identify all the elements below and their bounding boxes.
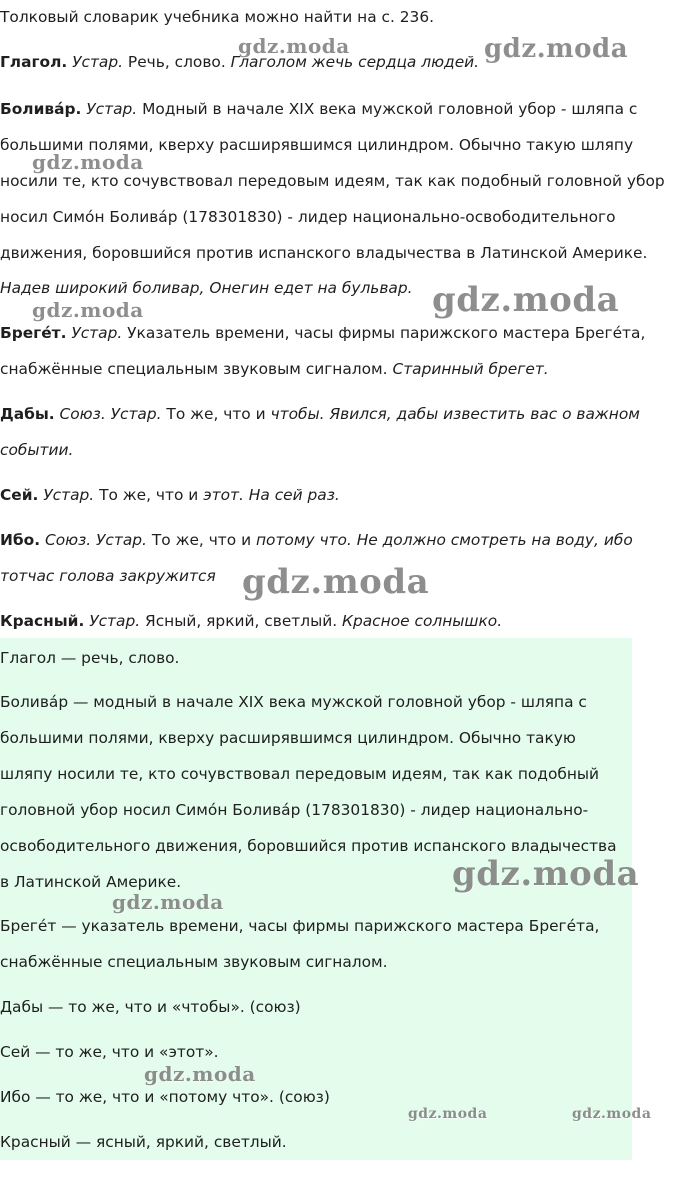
watermark: gdz.moda [408,1106,488,1122]
watermark: gdz.moda [32,150,144,174]
dictionary-entry-krasny [0,603,676,639]
answer-item: Сей — то же, что и «этот». [0,1043,219,1061]
watermark: gdz.moda [572,1106,652,1122]
entry-word: Ибо. [0,531,41,549]
entry-mark: Устар. [71,324,123,342]
entry-definition: Указатель времени, часы фирмы парижского мастера Брегéта, снабжённые специальным звуковым сигналом. [0,324,646,378]
answer-item: Глагол — речь, слово. [0,649,180,667]
entry-definition-emphasis: этот. [203,486,244,504]
watermark: gdz.moda [144,1062,256,1086]
entry-example: Явился, дабы известить вас о важном событии. [0,405,640,459]
watermark: gdz.moda [112,890,224,914]
entry-word: Красный. [0,612,85,630]
watermark: gdz.moda [32,298,144,322]
answer-block [0,638,632,1160]
entry-example: Старинный брегет. [392,360,549,378]
answer-item: Брегéт — указатель времени, часы фирмы парижского мастера Брегéта, снабжённые специальным звуковым сигналом. [0,917,600,971]
entry-word: Брегéт. [0,324,67,342]
intro-text: Толковый словарик учебника можно найти на с. 236. [0,8,435,26]
answer-item: Болива́р — модный в начале XIX века мужской головной убор - шляпа с большими полями, кверху расширявшимся цилиндром. Обычно такую шляпу носили те, кто сочувствовал передовым идеям, так как подобный головной убор носил Симо́н Болива́р (178301830) - лидер национально-освободительного движения, боровшийся против испанского владычества в Латинской Америке. [0,693,617,891]
dictionary-entry-sey [0,477,676,513]
answer-item: Красный — ясный, яркий, светлый. [0,1133,287,1151]
answer-item: Ибо — то же, что и «потому что». (союз) [0,1088,330,1106]
entry-definition: То же, что и [151,531,252,549]
entry-word: Болива́р. [0,100,82,118]
entry-definition: Ясный, яркий, светлый. [145,612,338,630]
entry-word: Дабы. [0,405,55,423]
watermark: gdz.moda [238,34,350,58]
entry-example: Глаголом жечь сердца людей. [230,53,480,71]
dictionary-entry-breguet [0,315,676,387]
entry-example: Не должно смотреть на воду, ибо тотчас голова закружится [0,531,633,585]
entry-mark: Устар. [43,486,95,504]
answer-item: Дабы — то же, что и «чтобы». (союз) [0,998,301,1016]
watermark: gdz.moda [242,562,430,602]
watermark: gdz.moda [452,854,640,894]
dictionary-entry-bolivar [0,91,676,271]
watermark: gdz.moda [432,280,620,320]
entry-mark: Устар. [86,100,138,118]
entry-example: Красное солнышко. [342,612,503,630]
entry-example: На сей раз. [248,486,340,504]
entry-mark: Устар. [72,53,124,71]
entry-mark: Союз. Устар. [44,531,147,549]
entry-definition: То же, что и [166,405,266,423]
entry-definition-emphasis: потому что. [255,531,352,549]
entry-definition: Речь, слово. [127,53,226,71]
entry-word: Глагол. [0,53,68,71]
entry-definition: Модный в начале XIX века мужской головной убор - шляпа с большими полями, кверху расширявшимся цилиндром. Обычно такую шляпу носили те, кто сочувствовал передовым идеям, так как подобный головной убор носил Симо́н Болива́р (178301830) - лидер национально-освободительного движения, боровшийся против испанского владычества в Латинской Америке. [0,100,665,262]
watermark: gdz.moda [484,34,629,64]
entry-example: Надев широкий боливар, Онегин едет на бульвар. [0,279,413,297]
entry-definition: То же, что и [99,486,199,504]
entry-word: Сей. [0,486,39,504]
entry-mark: Устар. [89,612,141,630]
dictionary-entry-daby [0,396,676,468]
entry-definition-emphasis: чтобы. [270,405,325,423]
entry-mark: Союз. Устар. [59,405,162,423]
